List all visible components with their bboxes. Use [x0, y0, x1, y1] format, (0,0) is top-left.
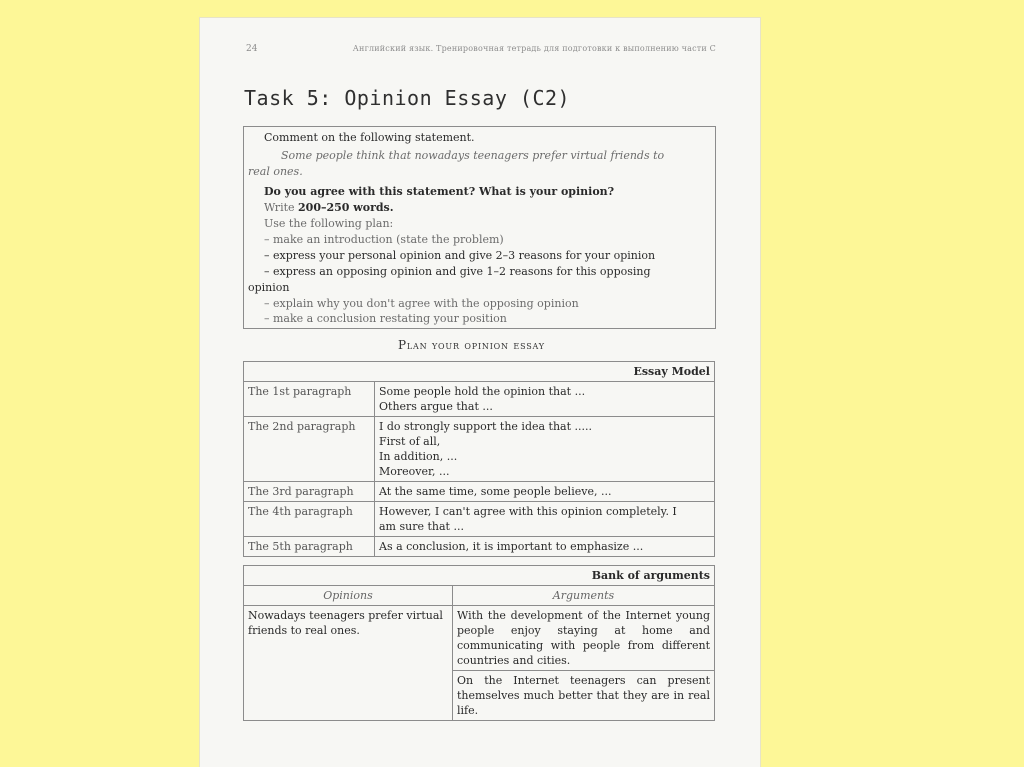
- template-line: Some people hold the opinion that ...: [379, 385, 586, 398]
- paragraph-label: The 1st paragraph: [244, 382, 375, 417]
- word-count: 200–250 words.: [298, 201, 394, 214]
- paragraph-template: [375, 417, 715, 482]
- textbook-page: [200, 18, 760, 767]
- bank-of-arguments-table: [243, 565, 715, 721]
- argument-cell: With the development of the Internet young people enjoy staying at home and communicating with people from different countries and cities.: [453, 606, 715, 671]
- write-prefix: Write: [264, 201, 299, 214]
- template-line: am sure that ...: [379, 520, 464, 533]
- plan-item: – make an introduction (state the problem): [264, 233, 504, 246]
- template-line: However, I can't agree with this opinion completely. I: [379, 505, 677, 518]
- template-line: I do strongly support the idea that .....: [379, 420, 593, 433]
- prompt-word-limit: [264, 200, 394, 216]
- table-row: [244, 537, 715, 557]
- template-line: In addition, ...: [379, 450, 458, 463]
- paragraph-template: [375, 502, 715, 537]
- page-number: 24: [246, 44, 258, 54]
- essay-model-header: Essay Model: [244, 362, 715, 382]
- table-row: [244, 382, 715, 417]
- template-line: Moreover, ...: [379, 465, 450, 478]
- plan-item: – express an opposing opinion and give 1–2 reasons for this opposing: [264, 265, 651, 278]
- plan-item: – express your personal opinion and give 2–3 reasons for your opinion: [264, 249, 656, 262]
- plan-intro: Use the following plan:: [264, 217, 394, 230]
- paragraph-template: [375, 482, 715, 502]
- argument-cell: On the Internet teenagers can present themselves much better that they are in real life.: [453, 671, 715, 721]
- paragraph-label: The 5th paragraph: [244, 537, 375, 557]
- essay-model-table: [243, 361, 715, 557]
- col-opinions: Opinions: [244, 586, 453, 606]
- paragraph-label: The 2nd paragraph: [244, 417, 375, 482]
- prompt-statement-line-2: real ones.: [248, 165, 303, 178]
- table-row: [244, 606, 715, 671]
- table-row: [244, 482, 715, 502]
- prompt-statement-line-1: Some people think that nowadays teenagers prefer virtual friends to: [281, 149, 665, 162]
- running-head: [246, 44, 716, 58]
- task-title: Task 5: Opinion Essay (C2): [244, 86, 571, 110]
- plan-item: opinion: [248, 281, 290, 294]
- book-title: Английский язык. Тренировочная тетрадь для подготовки к выполнению части С: [352, 44, 716, 53]
- col-arguments: Arguments: [453, 586, 715, 606]
- plan-item: – make a conclusion restating your position: [264, 312, 507, 325]
- prompt-question: Do you agree with this statement? What is your opinion?: [264, 185, 615, 198]
- bank-header: Bank of arguments: [244, 566, 715, 586]
- template-line: As a conclusion, it is important to emphasize ...: [379, 540, 644, 553]
- paragraph-template: [375, 537, 715, 557]
- paragraph-label: The 3rd paragraph: [244, 482, 375, 502]
- table-row: [244, 417, 715, 482]
- opinion-cell: Nowadays teenagers prefer virtual friends to real ones.: [244, 606, 453, 721]
- plan-heading: Plan your opinion essay: [398, 338, 545, 352]
- template-line: First of all,: [379, 435, 441, 448]
- paragraph-template: [375, 382, 715, 417]
- table-row: [244, 502, 715, 537]
- template-line: Others argue that ...: [379, 400, 493, 413]
- task-prompt-box: [243, 126, 716, 329]
- plan-item: – explain why you don't agree with the opposing opinion: [264, 297, 579, 310]
- paragraph-label: The 4th paragraph: [244, 502, 375, 537]
- template-line: At the same time, some people believe, ...: [379, 485, 612, 498]
- prompt-instruction: Comment on the following statement.: [264, 131, 475, 144]
